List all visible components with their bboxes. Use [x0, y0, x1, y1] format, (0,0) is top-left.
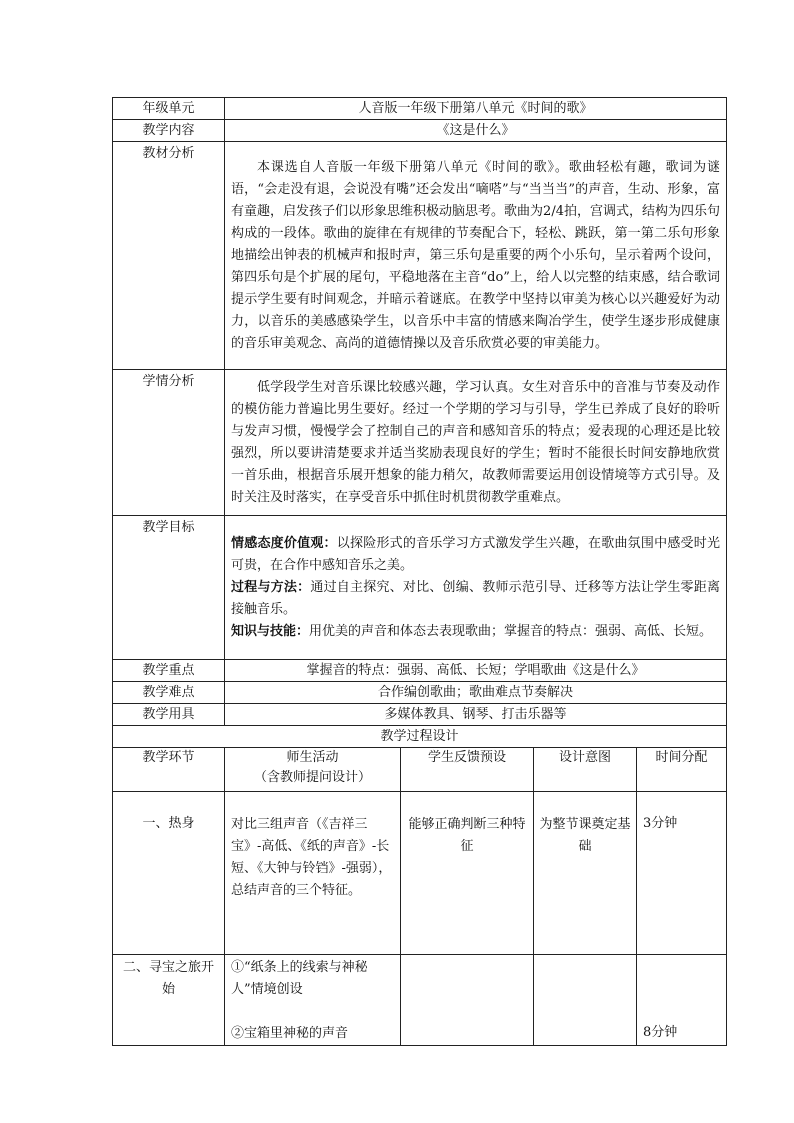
step-intent: 为整节课奠定基础	[534, 792, 637, 955]
grade-value: 人音版一年级下册第八单元《时间的歌》	[225, 98, 727, 120]
key-row	[113, 660, 727, 682]
difficulty-row	[113, 682, 727, 704]
step-feedback	[401, 955, 534, 1046]
step-activity-item: ①“纸条上的线索与神秘人”情境创设	[231, 960, 368, 997]
header-time: 时间分配	[637, 748, 727, 792]
header-activity-line1: 师生活动	[286, 750, 339, 765]
students-row	[113, 370, 727, 516]
content-row	[113, 120, 727, 142]
step-activity-item: ②宝箱里神秘的声音	[231, 1026, 349, 1041]
key-value: 掌握音的特点：强弱、高低、长短；学唱歌曲《这是什么》	[225, 660, 727, 682]
tools-value: 多媒体教具、钢琴、打击乐器等	[225, 704, 727, 726]
step-intent	[534, 955, 637, 1046]
step-activity: 对比三组声音（《吉祥三宝》-高低、《纸的声音》-长短、《大钟与铃铛》-强弱），总结声音的三个特征。	[225, 792, 401, 955]
process-step-row	[113, 792, 727, 955]
goal-title: 过程与方法：	[231, 579, 311, 595]
process-step-row	[113, 955, 727, 1046]
grade-label: 年级单元	[113, 98, 225, 120]
step-activity	[225, 955, 401, 1046]
material-cell	[225, 142, 727, 370]
material-label: 教材分析	[113, 142, 225, 370]
students-text: 低学段学生对音乐课比较感兴趣，学习认真。女生对音乐中的音准与节奏及动作的模仿能力普遍比男生要好。经过一个学期的学习与引导，学生已养成了良好的聆听与发声习惯，慢慢学会了控制自己的声音和感知音乐的特点；爱表现的心理还是比较强烈，所以要讲清楚要求并适当奖励表现良好的学生；暂时不能很长时间安静地欣赏一首乐曲，根据音乐展开想象的能力稍欠，故教师需要运用创设情境等方式引导。及时关注及时落实，在享受音乐中抓住时机贯彻教学重难点。	[231, 379, 721, 505]
goal-title: 知识与技能：	[231, 623, 310, 639]
step-time: 3分钟	[637, 792, 727, 955]
tools-row	[113, 704, 727, 726]
goal-item-skill	[231, 621, 720, 643]
goals-cell	[225, 516, 727, 660]
goals-row	[113, 516, 727, 660]
key-label: 教学重点	[113, 660, 225, 682]
content-value: 《这是什么》	[225, 120, 727, 142]
step-feedback: 能够正确判断三种特征	[401, 792, 534, 955]
goal-title: 情感态度价值观：	[231, 535, 337, 551]
goal-text: 以探险形式的音乐学习方式激发学生兴趣，在歌曲氛围中感受时光可贵，在合作中感知音乐之美。	[231, 535, 720, 573]
process-title-row	[113, 726, 727, 748]
header-feedback: 学生反馈预设	[401, 748, 534, 792]
students-label: 学情分析	[113, 370, 225, 516]
goal-item-emotion	[231, 533, 720, 577]
goal-item-process	[231, 577, 720, 621]
step-time: 8分钟	[637, 955, 727, 1046]
lesson-plan-table	[112, 97, 727, 1046]
header-step: 教学环节	[113, 748, 225, 792]
process-header-row	[113, 748, 727, 792]
header-activity-line2: （含教师提问设计）	[253, 770, 371, 785]
step-name: 一、热身	[113, 792, 225, 955]
header-activity	[225, 748, 401, 792]
process-title: 教学过程设计	[113, 726, 727, 748]
step-name: 二、寻宝之旅开始	[113, 955, 225, 1046]
goal-text: 通过自主探究、对比、创编、教师示范引导、迁移等方法让学生零距离接触音乐。	[231, 579, 720, 617]
difficulty-label: 教学难点	[113, 682, 225, 704]
tools-label: 教学用具	[113, 704, 225, 726]
grade-row	[113, 98, 727, 120]
content-label: 教学内容	[113, 120, 225, 142]
students-cell	[225, 370, 727, 516]
header-intent: 设计意图	[534, 748, 637, 792]
material-text: 本课选自人音版一年级下册第八单元《时间的歌》。歌曲轻松有趣，歌词为谜语，“会走没有退，会说没有嘴”还会发出“嘀嗒”与“当当当”的声音，生动、形象，富有童趣，启发孩子们以形象思维积极动脑思考。歌曲为2/4拍，宫调式，结构为四乐句构成的一段体。歌曲的旋律在有规律的节奏配合下，轻松、跳跃，第一第二乐句形象地描绘出钟表的机械声和报时声，第三乐句是重要的两个小乐句，呈示着两个设问，第四乐句是个扩展的尾句，平稳地落在主音“do”上，给人以完整的结束感，结合歌词提示学生要有时间观念，并暗示着谜底。在教学中坚持以审美为核心以兴趣爱好为动力，以音乐的美感感染学生，以音乐中丰富的情感来陶冶学生，使学生逐步形成健康的音乐审美观念、高尚的道德情操以及音乐欣赏必要的审美能力。	[231, 159, 721, 351]
goal-text: 用优美的声音和体态去表现歌曲；掌握音的特点：强弱、高低、长短。	[309, 623, 713, 639]
goals-label: 教学目标	[113, 516, 225, 660]
difficulty-value: 合作编创歌曲；歌曲难点节奏解决	[225, 682, 727, 704]
material-row	[113, 142, 727, 370]
